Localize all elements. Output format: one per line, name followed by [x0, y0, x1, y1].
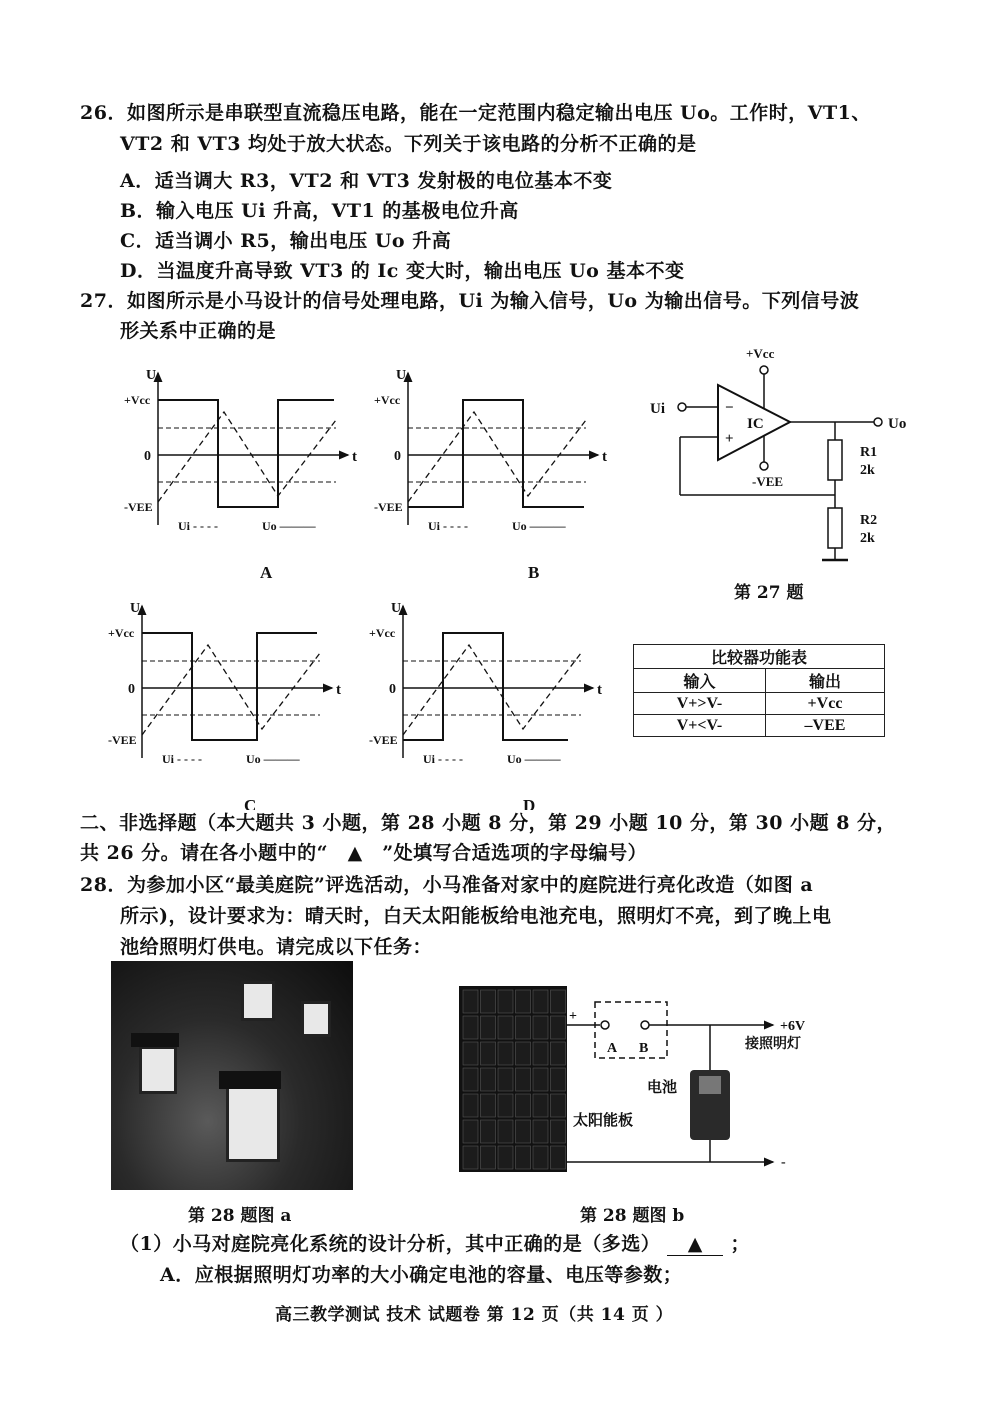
solar-cell — [463, 1068, 478, 1091]
ui-triangle-wave — [408, 412, 586, 502]
resistor-r1 — [828, 440, 842, 480]
legend-ui: Ui - - - - — [162, 752, 202, 766]
legend-uo: Uo ——— — [262, 519, 316, 533]
legend-ui: Ui - - - - — [428, 519, 468, 533]
table-cell: V+<V- — [634, 715, 766, 737]
terminal-a-label: A — [607, 1041, 618, 1056]
vcc-tick-label: +Vcc — [108, 626, 135, 640]
r1-value: 2k — [860, 463, 875, 478]
r2-value: 2k — [860, 531, 875, 546]
q26-option-b: B．输入电压 Ui 升高，VT1 的基极电位升高 — [120, 200, 519, 222]
solar-cell — [516, 1068, 531, 1091]
solar-cell — [551, 1094, 566, 1117]
option-letter-c: C — [244, 796, 257, 810]
solar-cell — [516, 1042, 531, 1065]
solar-cell — [533, 1146, 548, 1169]
ui-triangle-wave — [142, 645, 320, 735]
q28-sub1-text: （1）小马对庭院亮化系统的设计分析，其中正确的是（多选） — [120, 1233, 661, 1255]
section2-heading-line1: 二、非选择题（本大题共 3 小题，第 28 小题 8 分，第 29 小题 10 分，第 30 小题 8 分， — [80, 812, 897, 834]
solar-cell — [551, 1120, 566, 1143]
solar-cell — [463, 1016, 478, 1039]
q27-stem-line2: 形关系中正确的是 — [120, 320, 277, 342]
circuit-ic-label: IC — [747, 416, 764, 432]
comparator-circuit — [640, 340, 920, 590]
table-header-output: 输出 — [765, 669, 884, 693]
table-title: 比较器功能表 — [634, 645, 885, 669]
waveform-graph-a — [124, 368, 357, 582]
ui-triangle-wave — [403, 645, 581, 735]
waveform-options-figure — [100, 360, 620, 810]
solar-cell — [463, 1120, 478, 1143]
circuit-ui-label: Ui — [650, 401, 665, 417]
zero-label: 0 — [144, 449, 151, 464]
solar-cell — [498, 1068, 513, 1091]
r1-label: R1 — [860, 445, 878, 460]
solar-cell — [551, 1068, 566, 1091]
waveform-graph-d — [369, 601, 602, 810]
option-letter-d: D — [523, 796, 536, 810]
waveform-graph-c — [108, 601, 341, 810]
axis-t-label: t — [597, 682, 602, 698]
solar-panel — [459, 986, 567, 1172]
garden-lamps-photo — [111, 961, 353, 1190]
circuit-vcc-label: +Vcc — [746, 346, 775, 361]
solar-cell — [551, 1146, 566, 1169]
fig-a-caption: 第 28 题图 a — [188, 1206, 292, 1226]
q26-stem-line2: VT2 和 VT3 均处于放大状态。下列关于该电路的分析不正确的是 — [120, 133, 697, 155]
comparator-function-table — [633, 644, 885, 737]
terminal-b-label: B — [639, 1041, 649, 1056]
q26-option-d: D．当温度升高导致 VT3 的 Ic 变大时，输出电压 Uo 基本不变 — [120, 260, 685, 282]
solar-cell — [533, 1042, 548, 1065]
solar-cell — [481, 1094, 496, 1117]
q26-option-c: C．适当调小 R5，输出电压 Uo 升高 — [120, 230, 452, 252]
solar-cell — [498, 1146, 513, 1169]
solar-cell — [516, 1016, 531, 1039]
q28-stem-line3: 池给照明灯供电。请完成以下任务： — [120, 936, 433, 958]
legend-uo: Uo ——— — [507, 752, 561, 766]
solar-cell — [551, 990, 566, 1013]
zero-label: 0 — [128, 682, 135, 697]
q26-option-a: A．适当调大 R3，VT2 和 VT3 发射极的电位基本不变 — [120, 170, 613, 192]
axis-t-label: t — [602, 449, 607, 465]
vee-tick-label: -VEE — [124, 500, 153, 514]
vcc-tick-label: +Vcc — [369, 626, 396, 640]
solar-circuit-figure-b — [455, 980, 815, 1180]
solar-cell — [463, 1146, 478, 1169]
axis-t-label: t — [336, 682, 341, 698]
solar-cell — [498, 1016, 513, 1039]
table-cell: +Vcc — [765, 693, 884, 715]
solar-cell — [481, 1016, 496, 1039]
solar-cell — [481, 1120, 496, 1143]
axis-u-label: U — [396, 368, 407, 383]
solar-cell — [551, 1016, 566, 1039]
solar-cell — [463, 1094, 478, 1117]
vee-tick-label: -VEE — [108, 733, 137, 747]
panel-plus-label: + — [569, 1009, 577, 1024]
solar-cell — [498, 1120, 513, 1143]
fig-b-caption: 第 28 题图 b — [580, 1206, 685, 1226]
solar-cell — [551, 1042, 566, 1065]
page-footer: 高三教学测试 技术 试题卷 第 12 页（共 14 页 ） — [275, 1305, 674, 1325]
option-letter-b: B — [528, 563, 540, 582]
uo-square-wave — [158, 400, 334, 507]
legend-uo: Uo ——— — [246, 752, 300, 766]
q28-stem-line2: 所示)，设计要求为：晴天时，白天太阳能板给电池充电，照明灯不亮，到了晚上电 — [120, 905, 832, 927]
plus-6v-label: +6V — [780, 1019, 806, 1034]
vee-tick-label: -VEE — [369, 733, 398, 747]
solar-panel-label: 太阳能板 — [573, 1113, 634, 1129]
solar-cell — [533, 1068, 548, 1091]
solar-cell — [533, 990, 548, 1013]
solar-cell — [533, 1016, 548, 1039]
legend-uo: Uo ——— — [512, 519, 566, 533]
solar-cell — [533, 1120, 548, 1143]
minus-label: - — [781, 1155, 786, 1170]
legend-ui: Ui - - - - — [423, 752, 463, 766]
circuit-vee-label: -VEE — [752, 474, 784, 489]
vee-tick-label: -VEE — [374, 500, 403, 514]
switch-box-ab — [595, 1002, 667, 1058]
option-letter-a: A — [260, 563, 273, 582]
inverting-input-sign: − — [725, 400, 734, 416]
q28-sub1-end: ； — [730, 1233, 750, 1255]
q28-sub1 — [120, 1229, 750, 1256]
solar-cell — [498, 1094, 513, 1117]
resistor-r2 — [828, 508, 842, 548]
solar-cell — [498, 1042, 513, 1065]
answer-blank[interactable]: ▲ — [667, 1233, 723, 1256]
battery-label: 电池 — [647, 1080, 678, 1096]
axis-u-label: U — [391, 601, 402, 616]
solar-cell — [516, 1094, 531, 1117]
solar-cell — [516, 1120, 531, 1143]
zero-label: 0 — [394, 449, 401, 464]
solar-cell — [463, 990, 478, 1013]
table-cell: –VEE — [765, 715, 884, 737]
solar-cell — [516, 990, 531, 1013]
waveform-graph-b — [374, 368, 607, 582]
uo-square-wave — [403, 633, 568, 740]
solar-cell — [498, 990, 513, 1013]
vcc-tick-label: +Vcc — [124, 393, 151, 407]
solar-cell — [481, 1042, 496, 1065]
table-cell: V+>V- — [634, 693, 766, 715]
uo-square-wave — [408, 400, 584, 507]
solar-cell — [481, 990, 496, 1013]
r2-label: R2 — [860, 513, 878, 528]
ui-triangle-wave — [158, 412, 336, 502]
solar-cell — [463, 1042, 478, 1065]
legend-ui: Ui - - - - — [178, 519, 218, 533]
axis-u-label: U — [146, 368, 157, 383]
vcc-tick-label: +Vcc — [374, 393, 401, 407]
lamp-connect-label: 接照明灯 — [745, 1037, 801, 1052]
q26-stem-line1: 26．如图所示是串联型直流稳压电路，能在一定范围内稳定输出电压 Uo。工作时，VT1、 — [80, 102, 871, 124]
zero-label: 0 — [389, 682, 396, 697]
q27-stem-line1: 27．如图所示是小马设计的信号处理电路，Ui 为输入信号，Uo 为输出信号。下列信号波 — [80, 290, 860, 312]
q28-sub1-option-a: A．应根据照明灯功率的大小确定电池的容量、电压等参数； — [160, 1264, 683, 1286]
q27-circuit-caption: 第 27 题 — [734, 583, 804, 603]
table-header-input: 输入 — [634, 669, 766, 693]
solar-cell — [481, 1146, 496, 1169]
solar-cell — [516, 1146, 531, 1169]
uo-square-wave — [142, 633, 317, 740]
circuit-uo-label: Uo — [888, 416, 907, 432]
solar-cell — [533, 1094, 548, 1117]
solar-cell — [481, 1068, 496, 1091]
q28-stem-line1: 28．为参加小区“最美庭院”评选活动，小马准备对家中的庭院进行亮化改造（如图 a — [80, 874, 814, 896]
section2-heading-line2: 共 26 分。请在各小题中的“ ▲ ”处填写合适选项的字母编号） — [80, 842, 648, 864]
axis-u-label: U — [130, 601, 141, 616]
noninverting-input-sign: + — [725, 431, 734, 447]
axis-t-label: t — [352, 449, 357, 465]
